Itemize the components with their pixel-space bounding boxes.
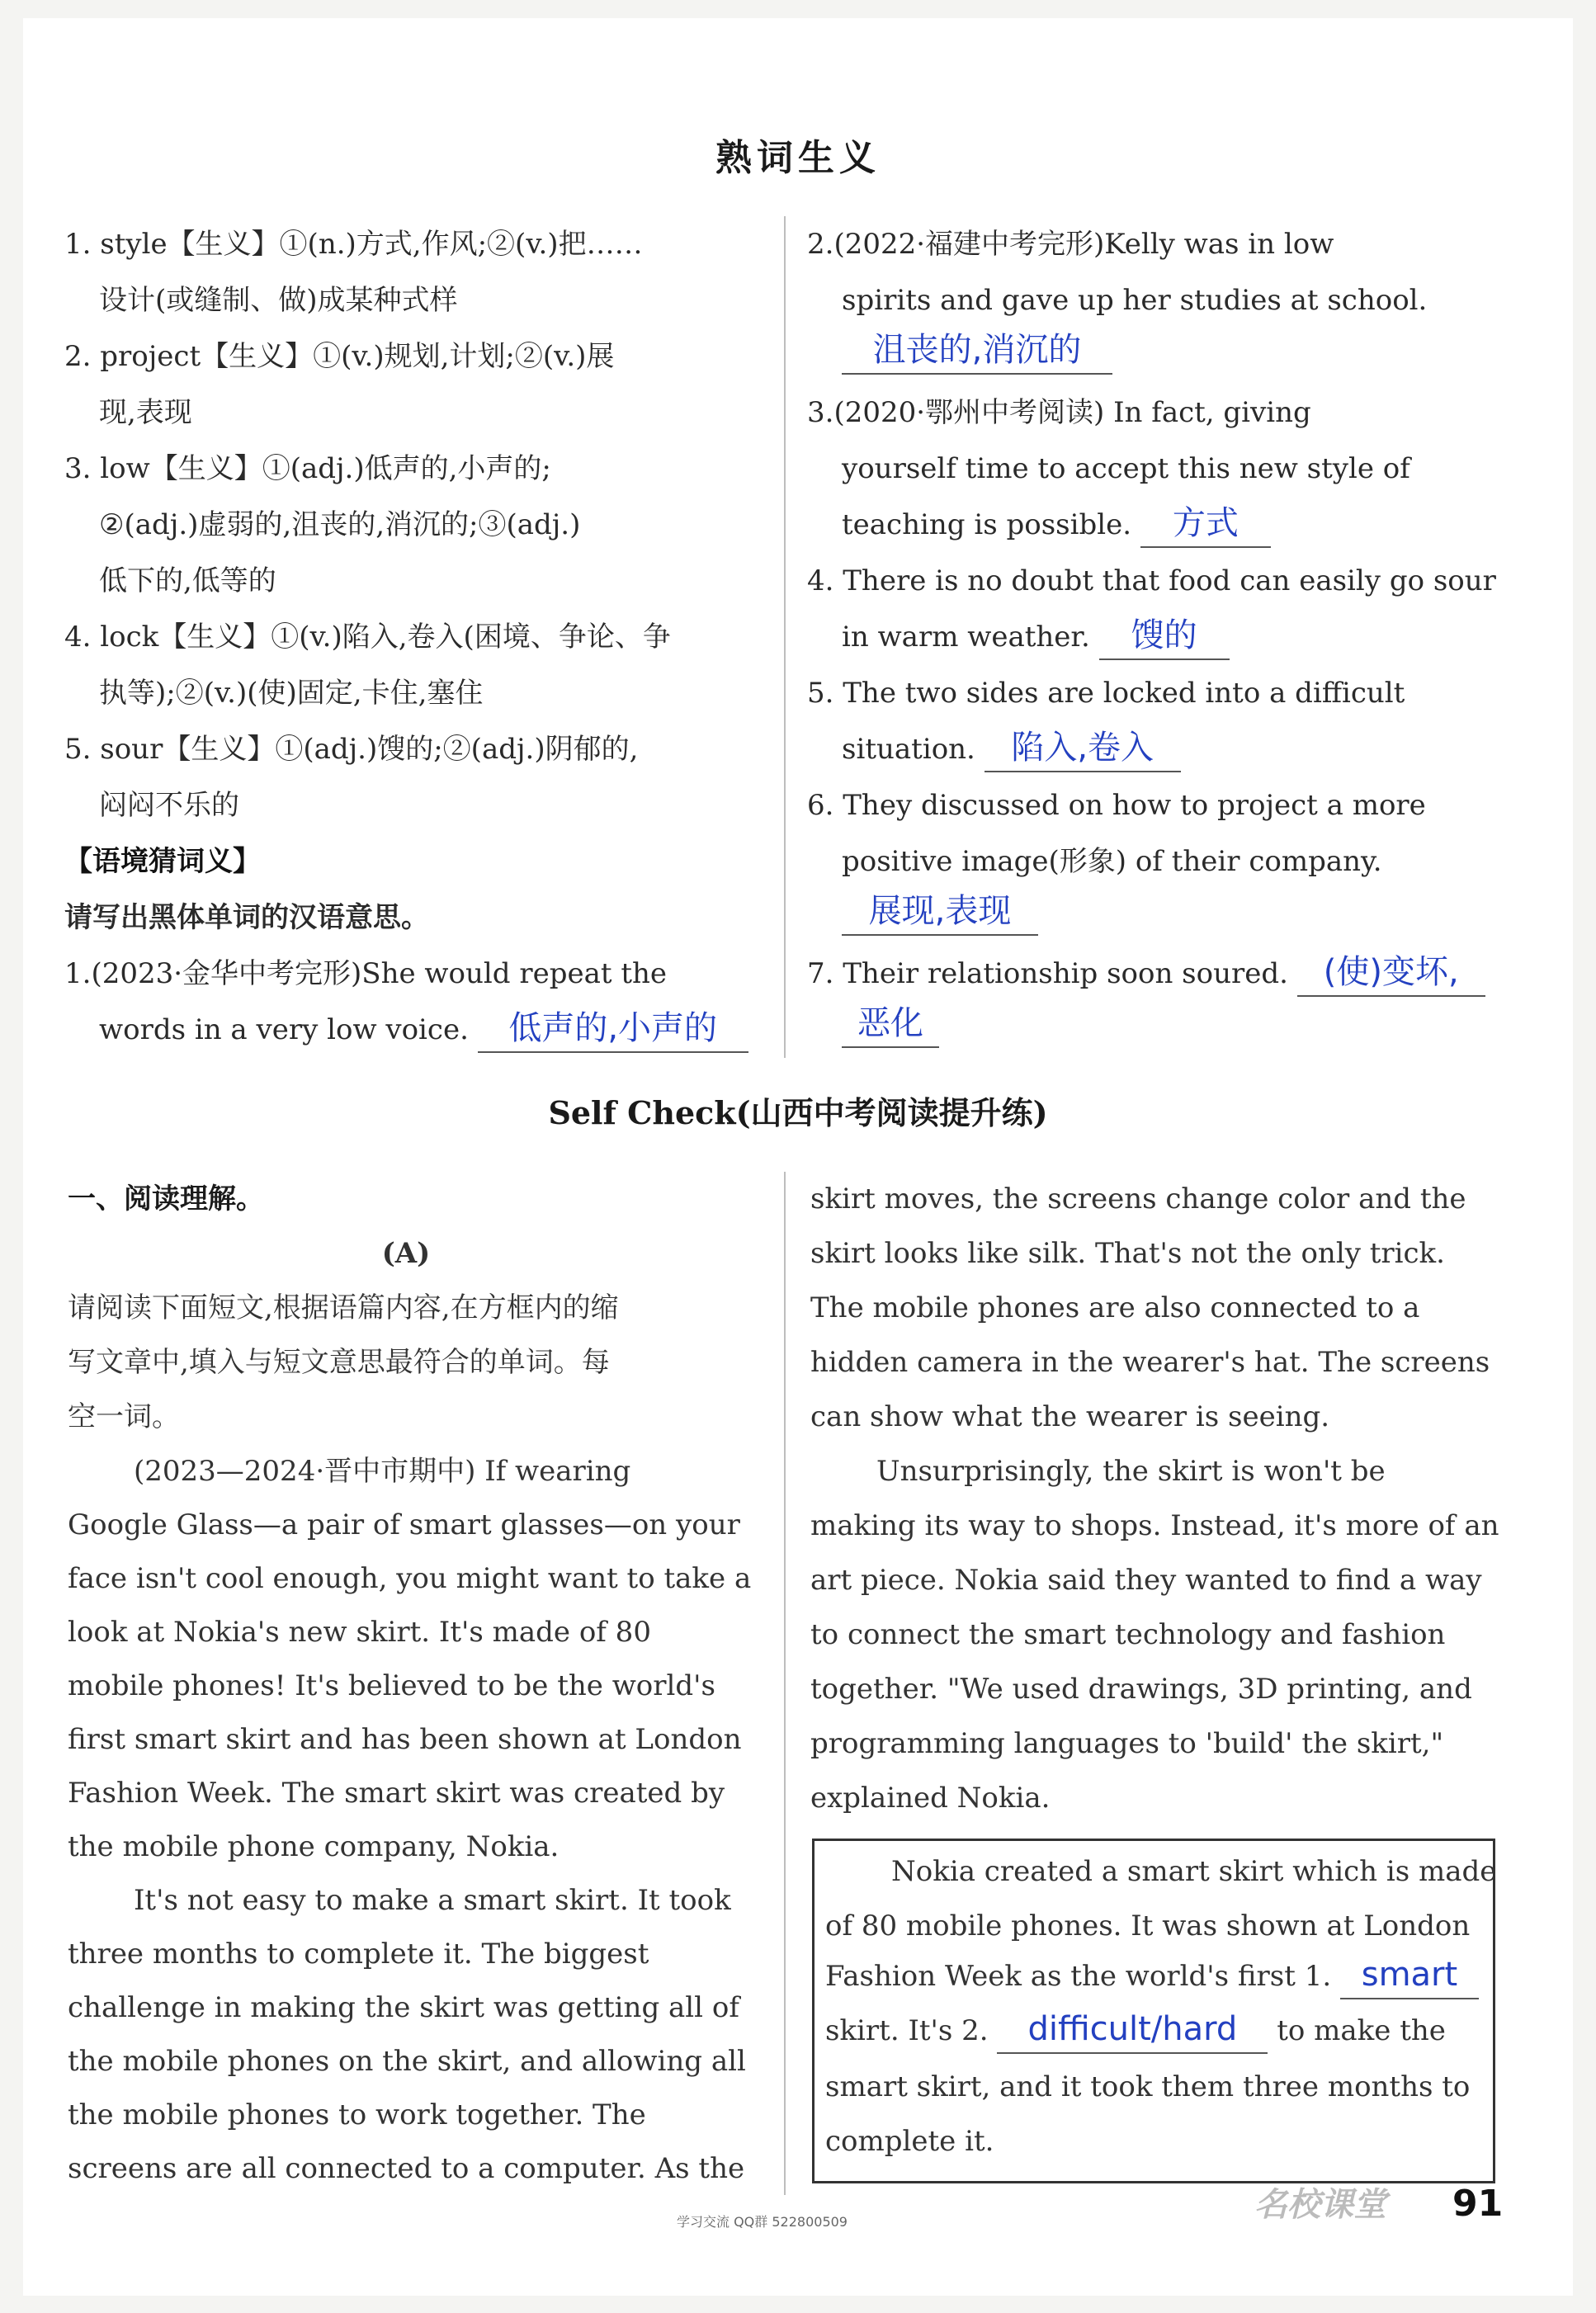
passage-line: three months to complete it. The biggest <box>68 1938 649 1971</box>
vocab-line: 执等);②(v.)(使)固定,卡住,塞住 <box>99 677 484 710</box>
passage-line: the mobile phones to work together. The <box>68 2098 646 2131</box>
vocab-line: 3. low【生义】①(adj.)低声的,小声的; <box>64 452 551 485</box>
passage-line: hidden camera in the wearer's hat. The screens <box>810 1346 1490 1379</box>
passage-line: art piece. Nokia said they wanted to find a way <box>810 1564 1482 1597</box>
q1-text: 1.(2023·金华中考完形)She would repeat the <box>64 957 668 990</box>
part-label: (A) <box>381 1237 431 1270</box>
passage-line: challenge in making the skirt was getting all of <box>68 1991 739 2024</box>
footer-text: 学习交流 QQ群 522800509 <box>677 2214 848 2230</box>
q3-answer: 方式 <box>1140 500 1271 548</box>
summary-line <box>825 2004 1477 2058</box>
passage-line: Google Glass—a pair of smart glasses—on your <box>68 1508 740 1541</box>
q3-text: yourself time to accept this new style of <box>842 452 1410 485</box>
bottom-column-divider <box>784 1172 786 2195</box>
passage-line: the mobile phone company, Nokia. <box>68 1830 560 1863</box>
context-heading: 【语境猜词义】 <box>64 845 261 878</box>
q1-answer: 低声的,小声的 <box>478 1005 748 1053</box>
passage-line: It's not easy to make a smart skirt. It took <box>134 1884 731 1917</box>
vocab-line: 5. sour【生义】①(adj.)馊的;②(adj.)阴郁的, <box>64 733 639 766</box>
q3-text <box>842 497 1271 553</box>
q2-text: 2.(2022·福建中考完形)Kelly was in low <box>807 228 1334 261</box>
publisher-logo: 名校课堂 <box>1254 2186 1386 2224</box>
summary-answer-2: difficult/hard <box>997 2006 1268 2054</box>
vocab-line: ②(adj.)虚弱的,沮丧的,消沉的;③(adj.) <box>99 508 581 541</box>
q5-text <box>842 721 1181 777</box>
summary-line4-post: to make the <box>1277 2014 1446 2047</box>
q4-text: 4. There is no doubt that food can easily go sour <box>807 564 1496 597</box>
q6-answer: 展现,表现 <box>842 888 1038 936</box>
summary-line: smart skirt, and it took them three months to <box>825 2070 1471 2103</box>
q1-text-line2: words in a very low voice. <box>99 1013 469 1046</box>
vocab-line: 现,表现 <box>99 396 192 429</box>
passage-line: can show what the wearer is seeing. <box>810 1400 1330 1433</box>
passage-line: to connect the smart technology and fashion <box>810 1618 1446 1651</box>
q5-answer: 陷入,卷入 <box>985 725 1181 772</box>
reading-instruction-line: 请阅读下面短文,根据语篇内容,在方框内的缩 <box>68 1291 619 1324</box>
summary-answer-1: smart <box>1340 1952 1479 1999</box>
vocab-line: 设计(或缝制、做)成某种式样 <box>99 284 458 317</box>
passage-line: The mobile phones are also connected to a <box>810 1291 1420 1324</box>
passage-line: (2023—2024·晋中市期中) If wearing <box>134 1455 631 1488</box>
vocab-line: 4. lock【生义】①(v.)陷入,卷入(困境、争论、争 <box>64 621 671 654</box>
summary-line: of 80 mobile phones. It was shown at London <box>825 1909 1471 1942</box>
q3-text-line3: teaching is possible. <box>842 508 1132 541</box>
summary-line4-text: skirt. It's 2. <box>825 2014 989 2047</box>
reading-heading: 一、阅读理解。 <box>68 1182 264 1216</box>
q3-text: 3.(2020·鄂州中考阅读) In fact, giving <box>807 396 1311 429</box>
q6-text: 6. They discussed on how to project a more <box>807 789 1426 822</box>
q6-text: positive image(形象) of their company. <box>842 845 1382 878</box>
q7-text <box>807 946 1492 1002</box>
q6-answer-row <box>842 885 1038 941</box>
reading-instruction-line: 写文章中,填入与短文意思最符合的单词。每 <box>68 1346 610 1379</box>
q4-answer: 馊的 <box>1099 612 1230 660</box>
summary-line: complete it. <box>825 2125 994 2158</box>
q7-answer-a: (使)变坏, <box>1297 949 1485 997</box>
passage-line: look at Nokia's new skirt. It's made of 80 <box>68 1616 651 1649</box>
page-number: 91 <box>1452 2183 1504 2225</box>
passage-line: screens are all connected to a computer. As the <box>68 2152 745 2185</box>
vocab-line: 2. project【生义】①(v.)规划,计划;②(v.)展 <box>64 340 615 373</box>
q4-text <box>842 609 1230 665</box>
summary-line3-text: Fashion Week as the world's first 1. <box>825 1960 1332 1993</box>
q2-answer: 沮丧的,消沉的 <box>842 327 1112 375</box>
passage-line: together. "We used drawings, 3D printing, and <box>810 1673 1472 1706</box>
summary-line: Nokia created a smart skirt which is made <box>891 1855 1497 1888</box>
passage-line: skirt moves, the screens change color and the <box>810 1182 1466 1216</box>
q7-answer-row <box>842 997 939 1053</box>
passage-line: explained Nokia. <box>810 1782 1051 1815</box>
passage-line: programming languages to 'build' the skirt," <box>810 1727 1444 1760</box>
section-title: Self Check(山西中考阅读提升练) <box>548 1094 1048 1131</box>
passage-line: the mobile phones on the skirt, and allowing all <box>68 2045 746 2078</box>
vocab-line: 1. style【生义】①(n.)方式,作风;②(v.)把…… <box>64 228 643 261</box>
q2-answer-row <box>842 323 1112 380</box>
q1-text <box>99 1002 748 1058</box>
q4-text-line2: in warm weather. <box>842 621 1090 654</box>
page-title: 熟词生义 <box>715 137 881 179</box>
q7-text-line1: 7. Their relationship soon soured. <box>807 957 1288 990</box>
q5-text: 5. The two sides are locked into a difficult <box>807 677 1405 710</box>
q5-text-line2: situation. <box>842 733 975 766</box>
summary-line <box>825 1949 1477 2004</box>
passage-line: skirt looks like silk. That's not the only trick. <box>810 1237 1445 1270</box>
q7-answer-b: 恶化 <box>842 1000 939 1048</box>
context-instruction: 请写出黑体单词的汉语意思。 <box>64 901 429 934</box>
passage-line: first smart skirt and has been shown at London <box>68 1723 742 1756</box>
passage-line: Unsurprisingly, the skirt is won't be <box>876 1455 1386 1488</box>
top-column-divider <box>784 216 786 1058</box>
reading-instruction-line: 空一词。 <box>68 1400 180 1433</box>
passage-line: Fashion Week. The smart skirt was created by <box>68 1777 725 1810</box>
q2-text: spirits and gave up her studies at school. <box>842 284 1428 317</box>
vocab-line: 闷闷不乐的 <box>99 789 239 822</box>
vocab-line: 低下的,低等的 <box>99 564 276 597</box>
passage-line: mobile phones! It's believed to be the world's <box>68 1669 715 1702</box>
passage-line: face isn't cool enough, you might want to take a <box>68 1562 752 1595</box>
passage-line: making its way to shops. Instead, it's more of an <box>810 1509 1499 1542</box>
